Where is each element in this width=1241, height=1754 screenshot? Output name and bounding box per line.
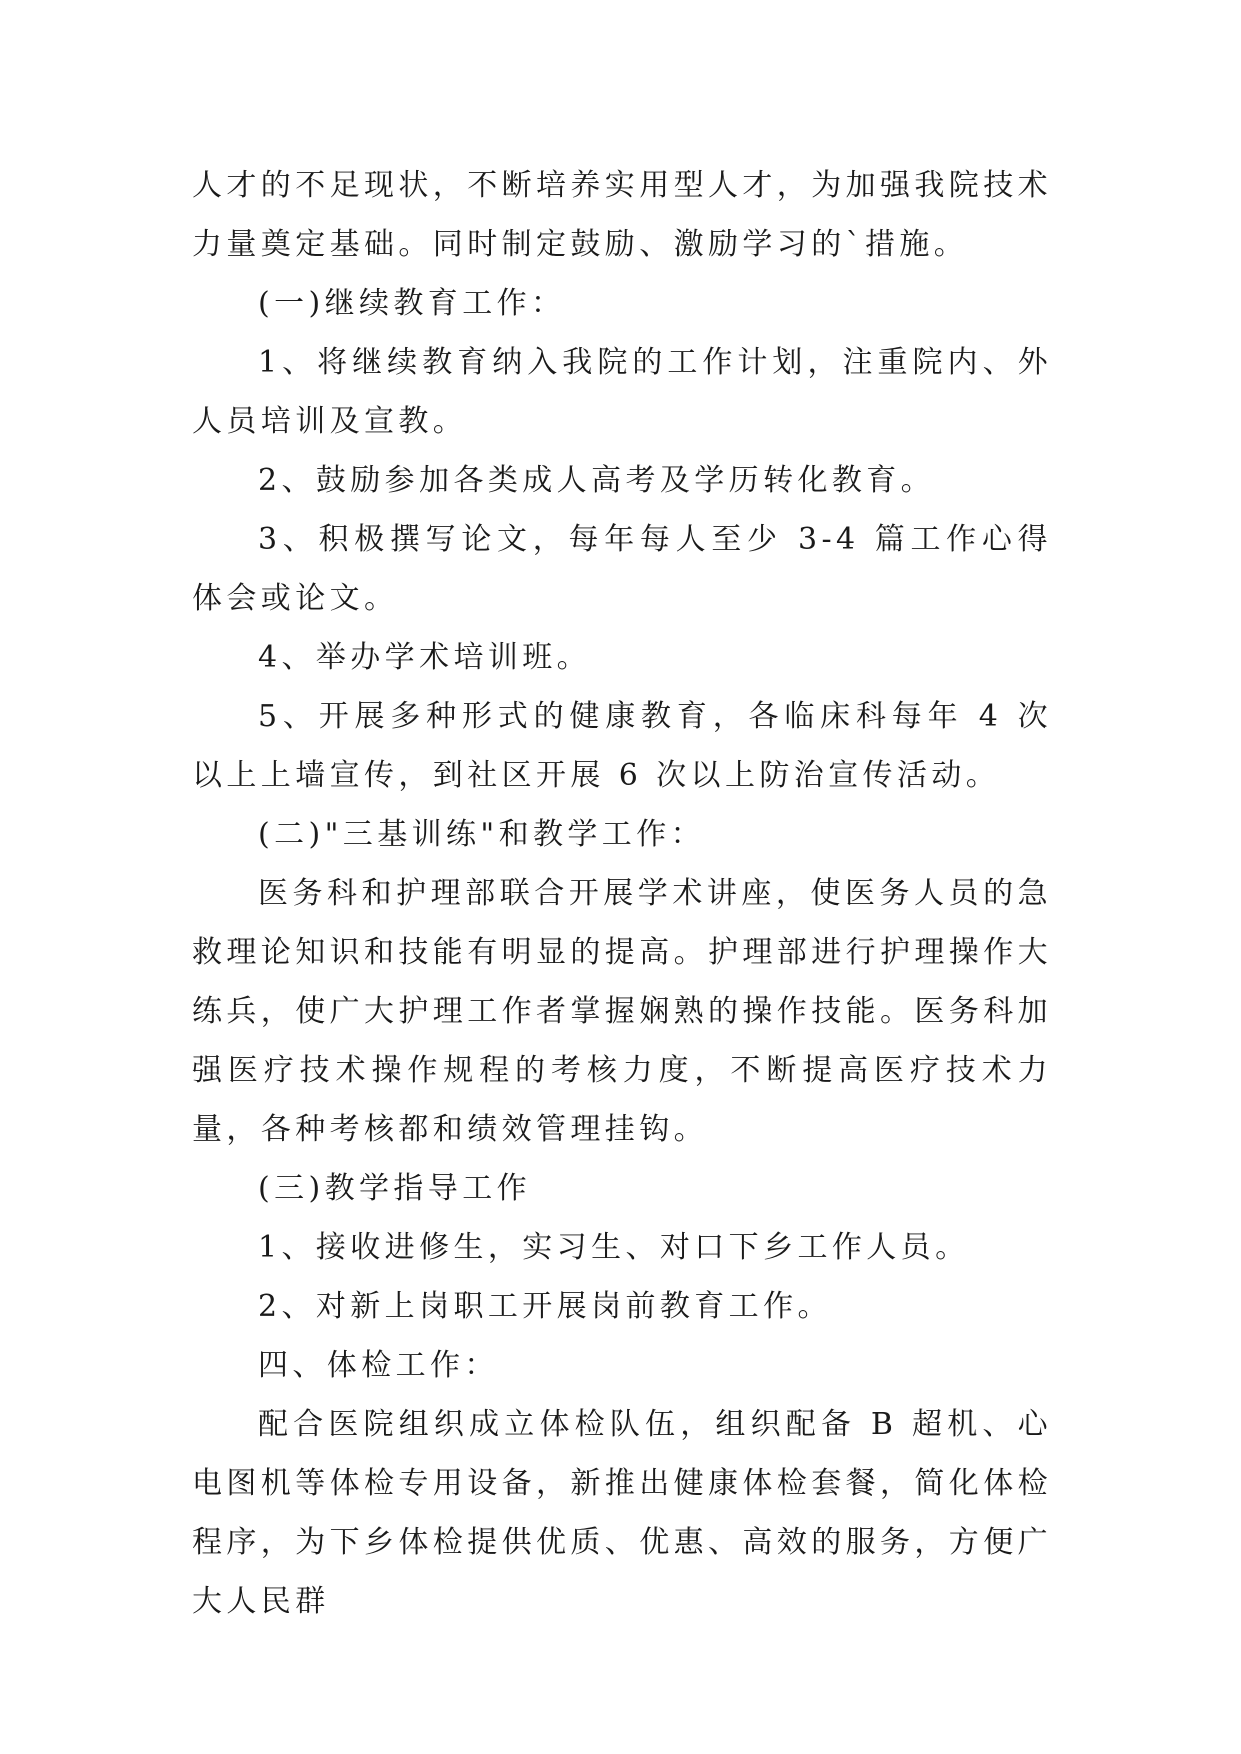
section-heading-continuing-education: (一)继续教育工作： bbox=[258, 286, 566, 321]
list-item: 2、对新上岗职工开展岗前教育工作。 bbox=[258, 1289, 832, 1324]
document-body bbox=[192, 156, 1052, 1631]
list-item: 3、积极撰写论文，每年每人至少 3-4 篇工作心得体会或论文。 bbox=[192, 522, 1052, 616]
section-heading-physical-exam: 四、体检工作： bbox=[258, 1348, 499, 1383]
section-heading-teaching-guidance: (三)教学指导工作 bbox=[258, 1171, 532, 1206]
paragraph: 医务科和护理部联合开展学术讲座，使医务人员的急救理论知识和技能有明显的提高。护理部进行护理操作大练兵，使广大护理工作者掌握娴熟的操作技能。医务科加强医疗技术操作规程的考核力度，不断提高医疗技术力量，各种考核都和绩效管理挂钩。 bbox=[192, 876, 1052, 1147]
list-item: 5、开展多种形式的健康教育，各临床科每年 4 次以上上墙宣传，到社区开展 6 次以上防治宣传活动。 bbox=[192, 699, 1052, 793]
paragraph: 配合医院组织成立体检队伍，组织配备 B 超机、心电图机等体检专用设备，新推出健康体检套餐，简化体检程序，为下乡体检提供优质、优惠、高效的服务，方便广大人民群 bbox=[192, 1407, 1052, 1619]
paragraph: 人才的不足现状，不断培养实用型人才，为加强我院技术力量奠定基础。同时制定鼓励、激励学习的`措施。 bbox=[192, 168, 1052, 262]
list-item: 2、鼓励参加各类成人高考及学历转化教育。 bbox=[258, 463, 936, 498]
list-item: 1、将继续教育纳入我院的工作计划，注重院内、外人员培训及宣教。 bbox=[192, 345, 1052, 439]
list-item: 4、举办学术培训班。 bbox=[258, 640, 592, 675]
list-item: 1、接收进修生，实习生、对口下乡工作人员。 bbox=[258, 1230, 970, 1265]
section-heading-three-basics-training: (二)"三基训练"和教学工作： bbox=[258, 817, 706, 852]
